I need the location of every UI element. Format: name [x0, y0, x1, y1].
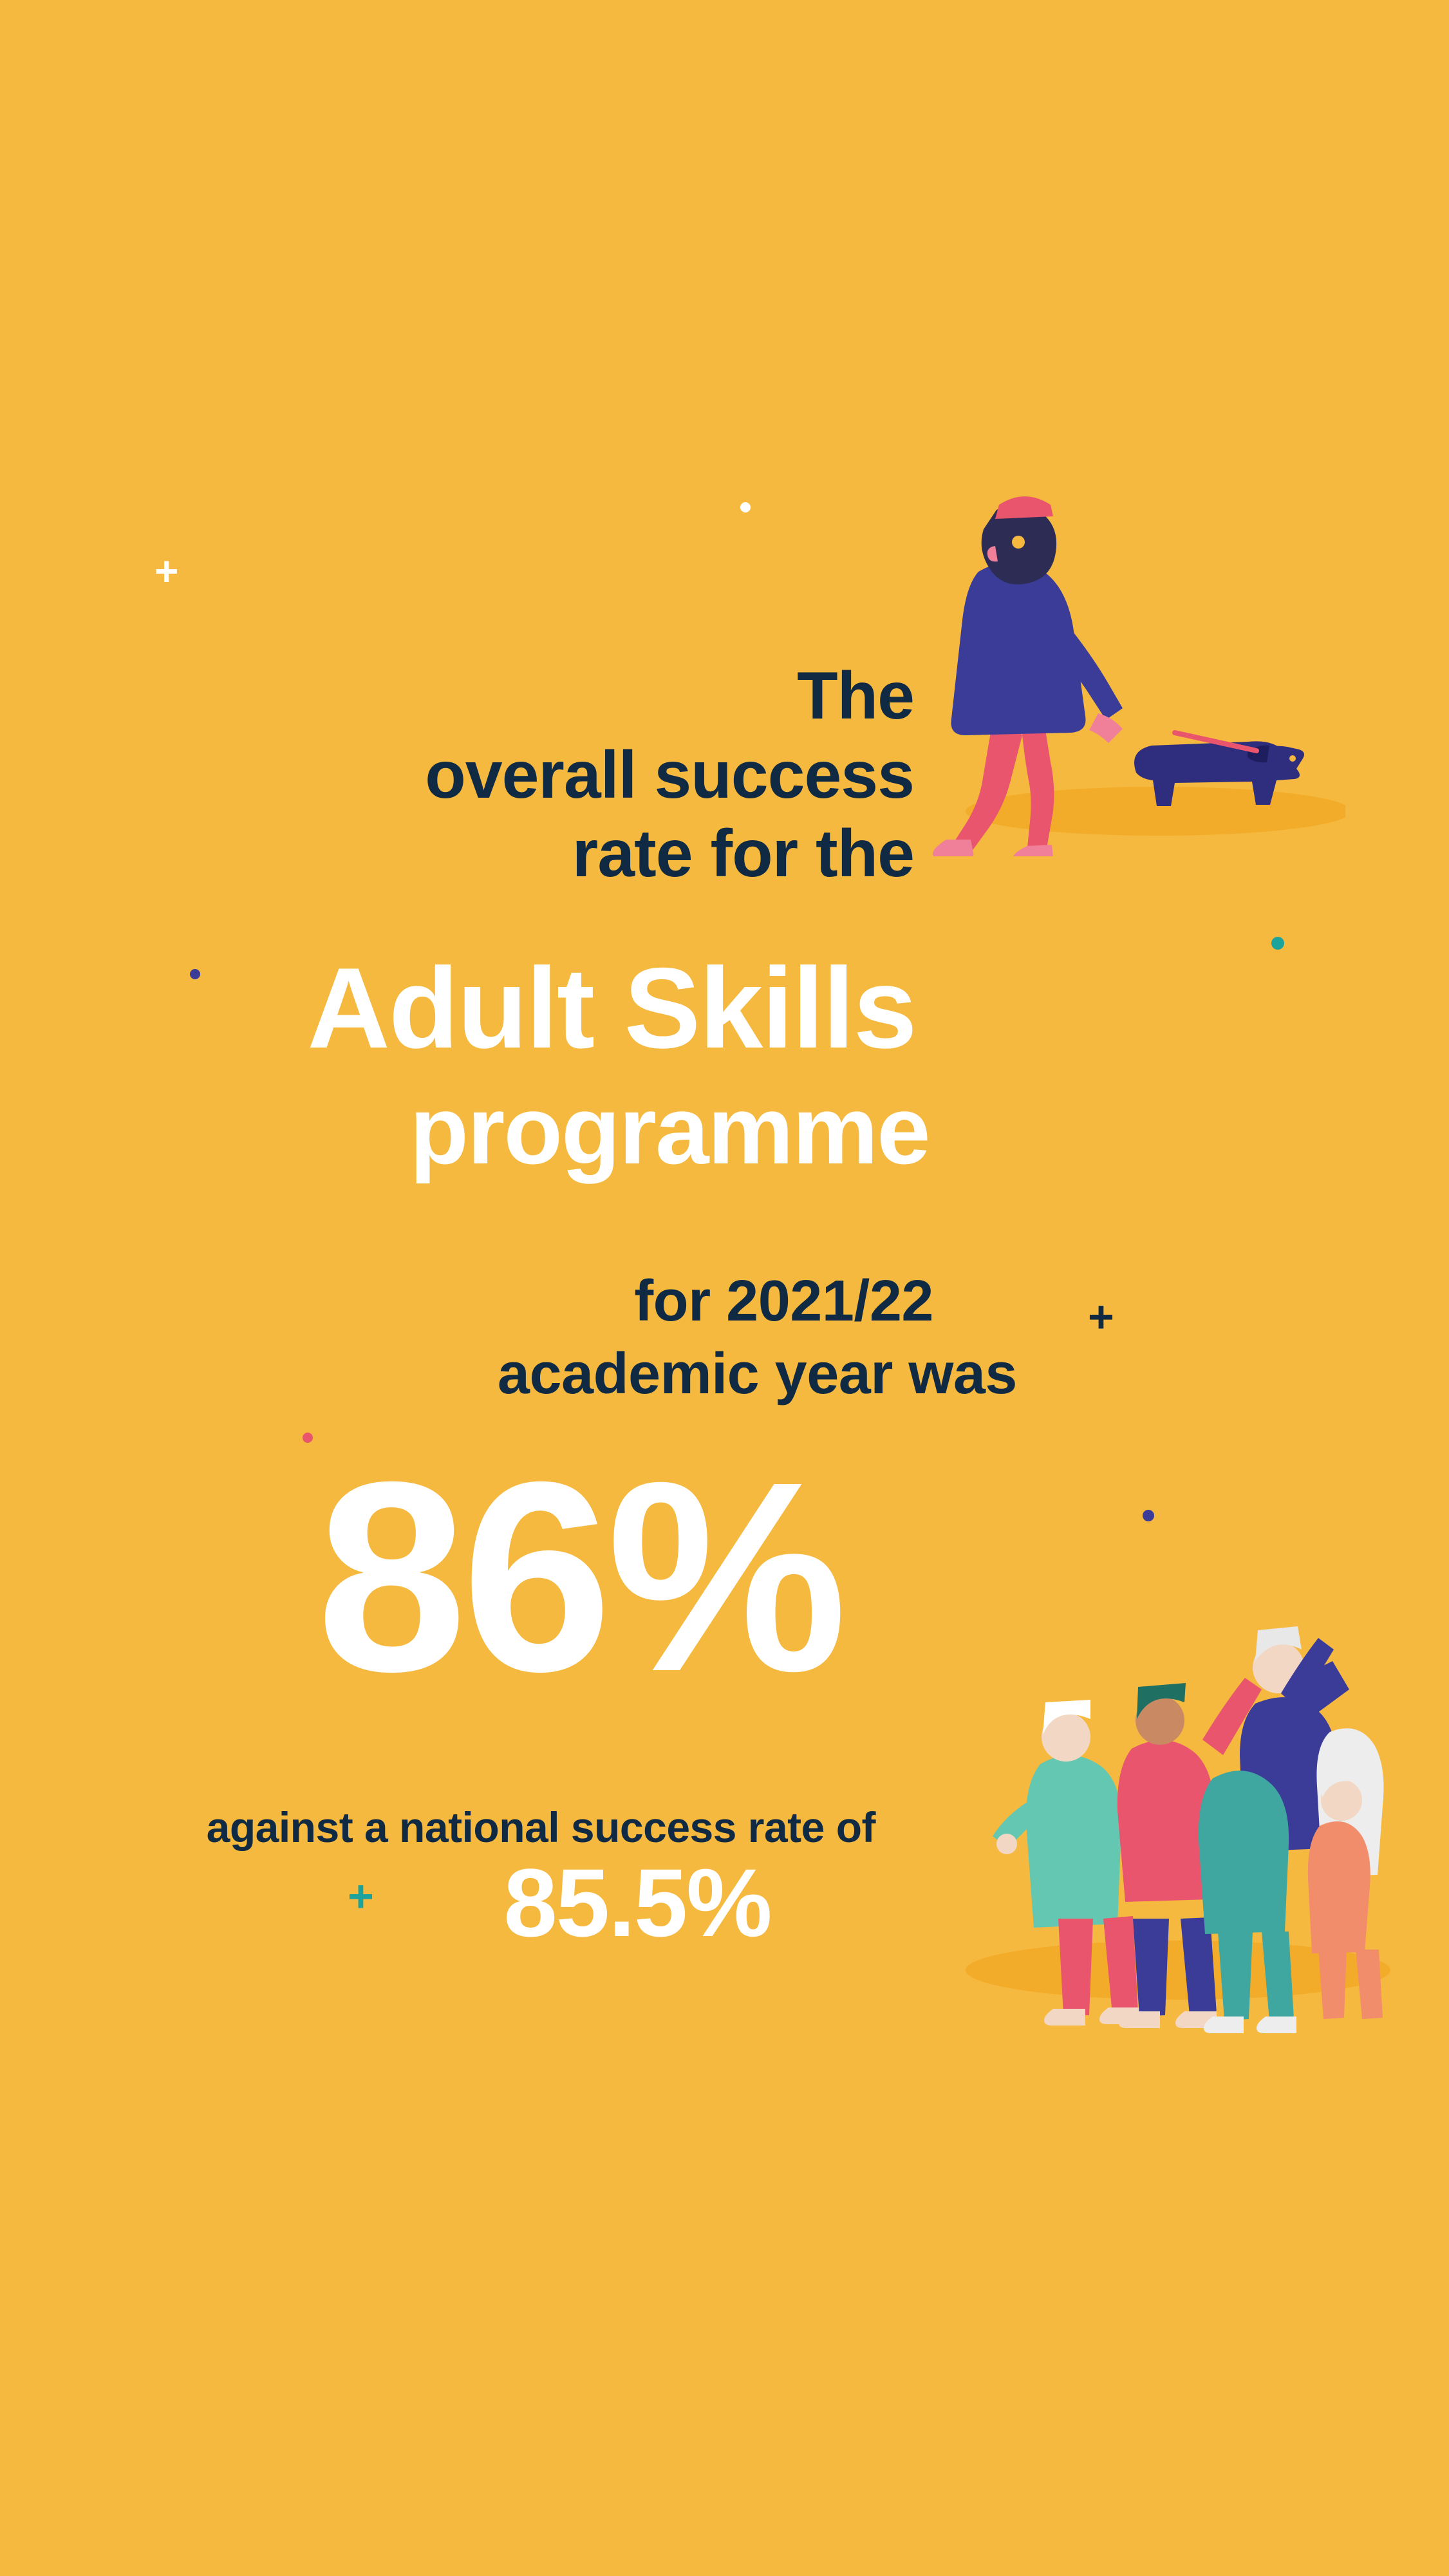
headline-sub-line2: academic year was [497, 1341, 1017, 1406]
dot-pink-left [303, 1433, 313, 1443]
dog-walker-illustration [882, 496, 1345, 856]
crowd-illustration [921, 1571, 1435, 2035]
plus-teal-bottom: + [348, 1871, 374, 1921]
headline-top [0, 657, 914, 894]
dot-teal-right [1271, 937, 1284, 950]
dot-navy-right [1143, 1510, 1154, 1521]
headline-white-line2: programme [409, 1076, 930, 1185]
headline-sub [0, 1265, 1017, 1410]
headline-sub-line1: for 2021/22 [634, 1269, 933, 1333]
headline-top-line3: rate for the [572, 816, 914, 892]
headline-top-line1: The [797, 659, 914, 733]
dot-white-top [740, 502, 751, 512]
headline-white-line1: Adult Skills [307, 944, 916, 1072]
headline-white [0, 944, 1223, 1185]
headline-top-line2: overall success [425, 737, 914, 813]
plus-white-left: + [154, 548, 179, 594]
big-statistic: 86% [316, 1426, 843, 1728]
national-statistic: 85.5% [503, 1848, 771, 1957]
national-comparison-label: against a national success rate of [206, 1803, 875, 1851]
plus-dark-right: + [1088, 1292, 1114, 1342]
